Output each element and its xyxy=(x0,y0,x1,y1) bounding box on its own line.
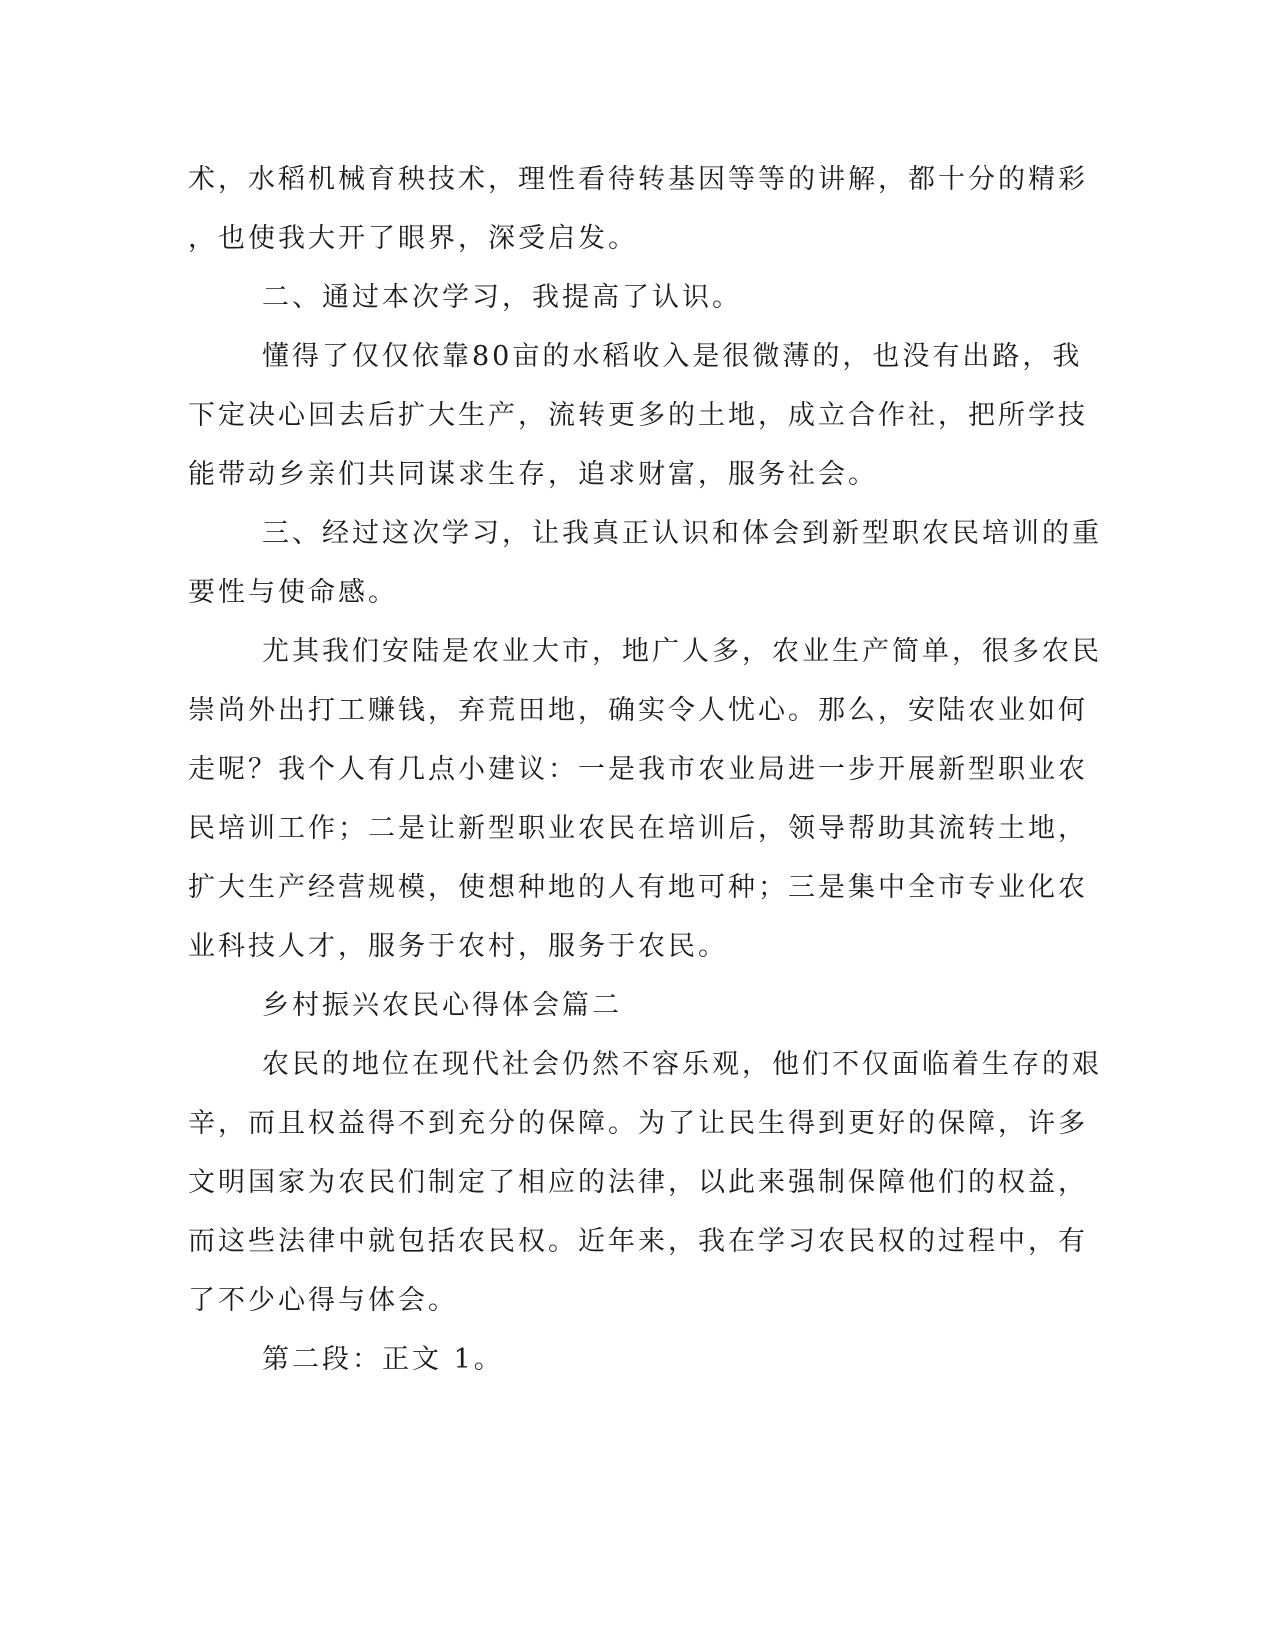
text-line: 扩大生产经营规模，使想种地的人有地可种；三是集中全市专业化农 xyxy=(188,872,1088,903)
text-line: 术，水稻机械育秧技术，理性看待转基因等等的讲解，都十分的精彩 xyxy=(188,164,1088,195)
text-line: 走呢？我个人有几点小建议：一是我市农业局进一步开展新型职业农 xyxy=(188,754,1088,785)
section-heading: 二、通过本次学习，我提高了认识。 xyxy=(262,282,742,313)
section-heading: 三、经过这次学习，让我真正认识和体会到新型职农民培训的重 xyxy=(262,518,1102,549)
text-line: 懂得了仅仅依靠80亩的水稻收入是很微薄的，也没有出路，我 xyxy=(262,341,1083,372)
text-line: 尤其我们安陆是农业大市，地广人多，农业生产简单，很多农民 xyxy=(262,636,1102,667)
text-line: 要性与使命感。 xyxy=(188,577,398,608)
text-line: 了不少心得与体会。 xyxy=(188,1285,458,1316)
text-line: 下定决心回去后扩大生产，流转更多的土地，成立合作社，把所学技 xyxy=(188,400,1088,431)
text-line: 辛，而且权益得不到充分的保障。为了让民生得到更好的保障，许多 xyxy=(188,1108,1088,1139)
text-line: 而这些法律中就包括农民权。近年来，我在学习农民权的过程中，有 xyxy=(188,1226,1088,1257)
text-line: 民培训工作；二是让新型职业农民在培训后，领导帮助其流转土地， xyxy=(188,813,1088,844)
text-line: 崇尚外出打工赚钱，弃荒田地，确实令人忧心。那么，安陆农业如何 xyxy=(188,695,1088,726)
text-line: 业科技人才，服务于农村，服务于农民。 xyxy=(188,931,728,962)
text-line: 农民的地位在现代社会仍然不容乐观，他们不仅面临着生存的艰 xyxy=(262,1049,1102,1080)
text-line: 文明国家为农民们制定了相应的法律，以此来强制保障他们的权益， xyxy=(188,1167,1088,1198)
article-title: 乡村振兴农民心得体会篇二 xyxy=(262,990,622,1021)
section-heading: 第二段：正文 1。 xyxy=(262,1344,504,1375)
text-line: ，也使我大开了眼界，深受启发。 xyxy=(188,223,638,254)
text-line: 能带动乡亲们共同谋求生存，追求财富，服务社会。 xyxy=(188,459,878,490)
